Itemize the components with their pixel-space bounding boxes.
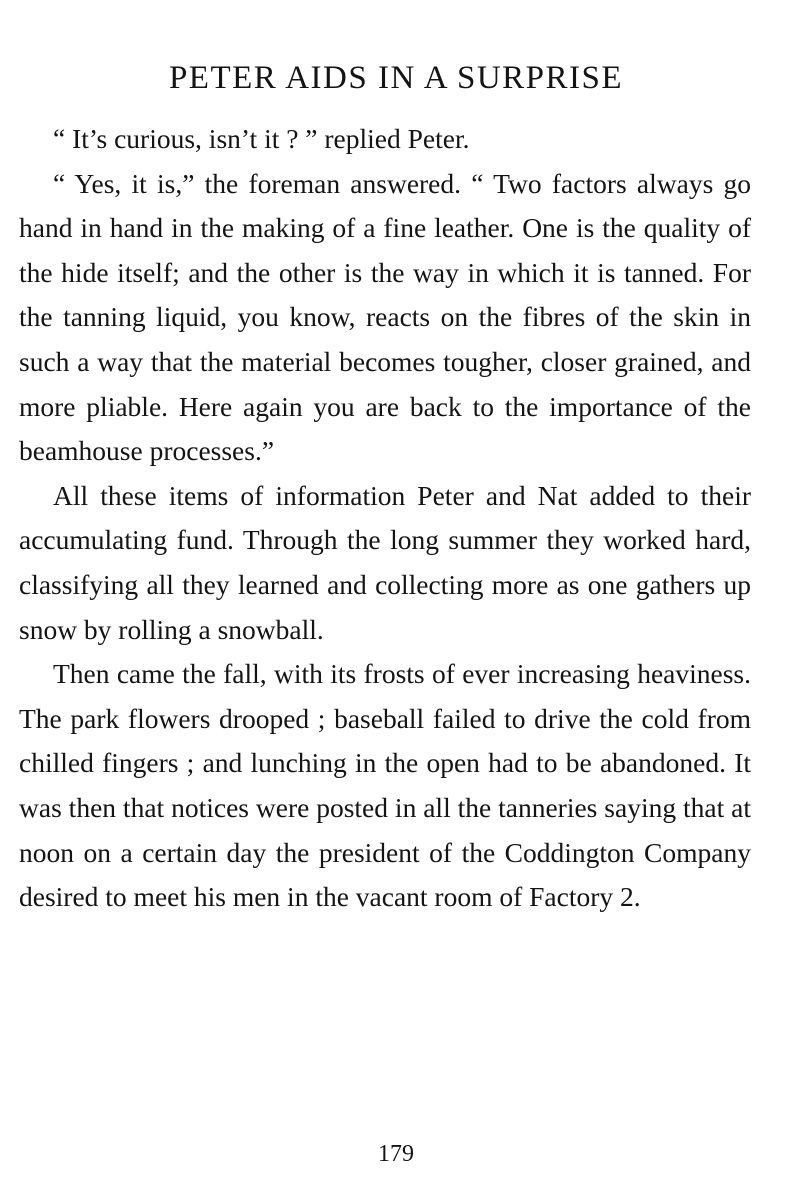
- page-number: 179: [378, 1141, 414, 1167]
- paragraph-1: “ It’s curious, isn’t it ? ” replied Peter.: [53, 123, 470, 154]
- running-head: PETER AIDS IN A SURPRISE: [168, 60, 624, 96]
- paragraph-2: “ Yes, it is,” the foreman answered. “ Two factors always go hand in hand in the making of a fine leather. One is the quality of the hide itself; and the other is the way in which it is tanned. For the tanning liquid, you know, reacts on the fibres of the skin in such a way that the material becomes tougher, closer grained, and more pliable. Here again you are back to the importance of the beamhouse processes.”: [19, 167, 751, 467]
- body-text: [19, 117, 751, 920]
- paragraph-3: All these items of information Peter and Nat added to their accumulating fund. Through the long summer they worked hard, classifying all they learned and collecting more as one gathers up snow by rolling a snowball.: [19, 479, 751, 645]
- paragraph-4: Then came the fall, with its frosts of ever increasing heaviness. The park flowers drooped ; baseball failed to drive the cold from chilled fingers ; and lunching in the open had to be abandoned. It was then that notices were posted in all the tanneries saying that at noon on a certain day the president of the Coddington Company desired to meet his men in the vacant room of Factory 2.: [19, 658, 751, 913]
